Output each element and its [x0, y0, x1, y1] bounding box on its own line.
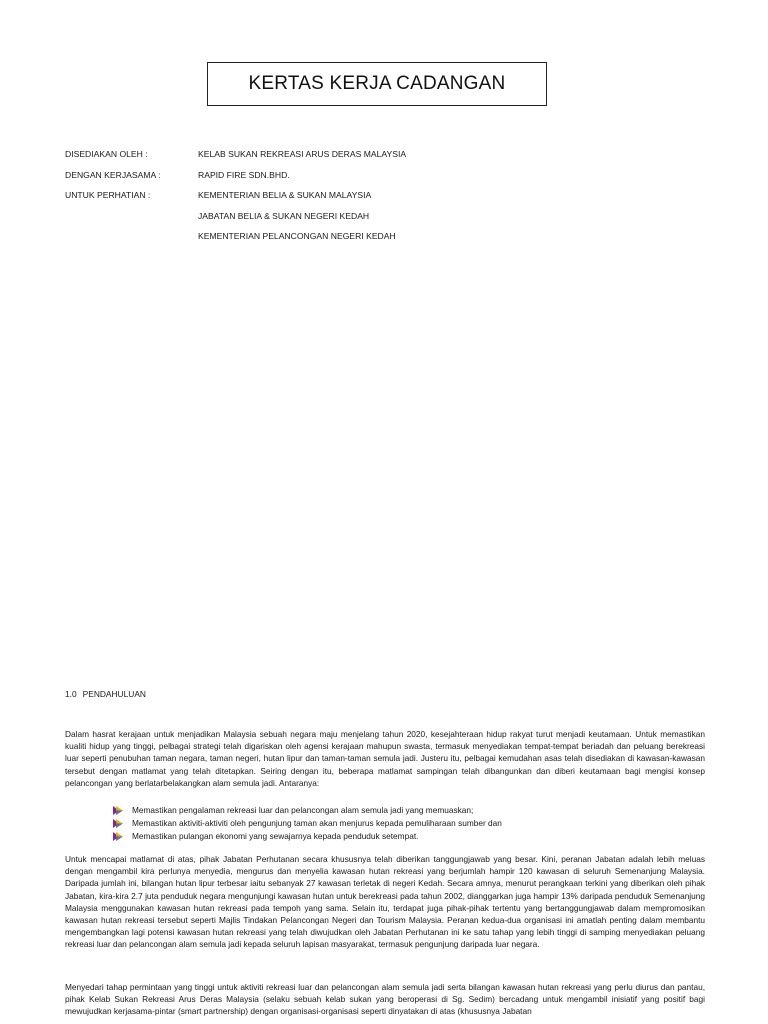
document-meta: [65, 148, 705, 251]
meta-value: RAPID FIRE SDN.BHD.: [198, 169, 290, 180]
bullet-text: Memastikan pengalaman rekreasi luar dan pelancongan alam semula jadi yang memuaskan;: [132, 805, 474, 815]
paragraph-1: Dalam hasrat kerajaan untuk menjadikan Malaysia sebuah negara maju menjelang tahun 2020, kesejahteraan hidup rakyat turut menjadi keutamaan. Untuk memastikan kualiti hidup yang tinggi, pelbagai strategi telah digariskan oleh agensi kerajaan mahupun swasta, termasuk menyediakan tempat-tempat beriadah dan peluang berekreasi luar seperti penubuhan taman negara, taman negeri, hutan lipur dan taman-taman semula jadi. Justeru itu, pelbagai kemudahan asas telah disediakan di kawasan-kawasan tersebut dengan matlamat yang telah ditetapkan. Seiring dengan itu, beberapa matlamat sampingan telah dibangunkan dan diberi keutamaan bagi mengisi konsep pelancongan yang berlatarbelakangkan alam semula jadi. Antaranya:: [65, 729, 705, 788]
section-number: 1.0: [65, 689, 77, 699]
meta-value: KEMENTERIAN PELANCONGAN NEGERI KEDAH: [198, 231, 396, 241]
meta-label: UNTUK PERHATIAN :: [65, 190, 151, 200]
meta-row: [65, 210, 705, 231]
bullet-arrow-icon: [113, 819, 123, 828]
meta-label: DENGAN KERJASAMA :: [65, 169, 161, 180]
list-item: [113, 830, 673, 843]
bullet-arrow-icon: [113, 832, 123, 841]
section-heading: [65, 689, 146, 699]
meta-row: [65, 148, 705, 169]
meta-row: [65, 230, 705, 251]
meta-row: [65, 189, 705, 210]
meta-value: KEMENTERIAN BELIA & SUKAN MALAYSIA: [198, 190, 372, 200]
bullet-arrow-icon: [113, 806, 123, 815]
bullet-list: [113, 804, 673, 844]
paragraph-2: Untuk mencapai matlamat di atas, pihak Jabatan Perhutanan secara khususnya telah diberikan tanggungjawab yang besar. Kini, peranan Jabatan adalah lebih meluas dengan mengambil kira perlunya menyedia, mengurus dan menyelia kawasan hutan rekreasi yang berjumlah hampir 120 kawasan di seluruh Semenanjung Malaysia. Daripada jumlah ini, bilangan hutan lipur terbesar iaitu sebanyak 27 kawasan terletak di negeri Kedah. Secara amnya, menurut perangkaan terkini yang diberikan oleh pihak Jabatan, kira-kira 2.7 juta penduduk negara mengunjungi kawasan hutan untuk berekreasi pada tahun 2002, dianggarkan juga hampir 13% daripada penduduk Semenanjung Malaysia menggunakan kawasan hutan rekreasi pada tempoh yang sama. Selain itu, terdapat juga pihak-pihak tertentu yang bertanggungjawab dalam mempromosikan kawasan hutan rekreasi tersebut seperti Majlis Tindakan Pelancongan Negeri dan Tourism Malaysia. Peranan kedua-dua organisasi ini amatlah penting dalam membantu mengembangkan lagi potensi kawasan hutan rekreasi yang telah diwujudkan oleh Jabatan Perhutanan ini ke satu tahap yang lebih tinggi di samping menyediakan peluang rekreasi luar dan pelancongan alam semula jadi kepada seluruh lapisan masyarakat, termasuk pengunjung daripada luar negara.: [65, 854, 705, 950]
list-item: [113, 817, 673, 830]
meta-value: KELAB SUKAN REKREASI ARUS DERAS MALAYSIA: [198, 149, 407, 159]
meta-value: JABATAN BELIA & SUKAN NEGERI KEDAH: [198, 210, 370, 221]
meta-label: DISEDIAKAN OLEH :: [65, 149, 148, 159]
bullet-text: Memastikan pulangan ekonomi yang sewajarnya kepada penduduk setempat.: [132, 831, 419, 842]
bullet-text: Memastikan aktiviti-aktiviti oleh pengunjung taman akan menjurus kepada pemuliharaan sumber dan: [132, 818, 502, 829]
document-title: KERTAS KERJA CADANGAN: [207, 62, 547, 106]
meta-row: [65, 169, 705, 190]
list-item: [113, 804, 673, 817]
paragraph-3: Menyedari tahap permintaan yang tinggi untuk aktiviti rekreasi luar dan pelancongan alam semula jadi serta bilangan kawasan hutan rekreasi yang perlu diurus dan pantau, pihak Kelab Sukan Rekreasi Arus Deras Malaysia (selaku sebuah kelab sukan yang beroperasi di Sg. Sedim) bercadang untuk mengambil inisiatif yang positif bagi mewujudkan kerjasama-pintar (smart partnership) dengan organisasi-organisasi seperti dinyatakan di atas (khususnya Jabatan: [65, 982, 705, 1017]
section-title: PENDAHULUAN: [82, 689, 146, 699]
